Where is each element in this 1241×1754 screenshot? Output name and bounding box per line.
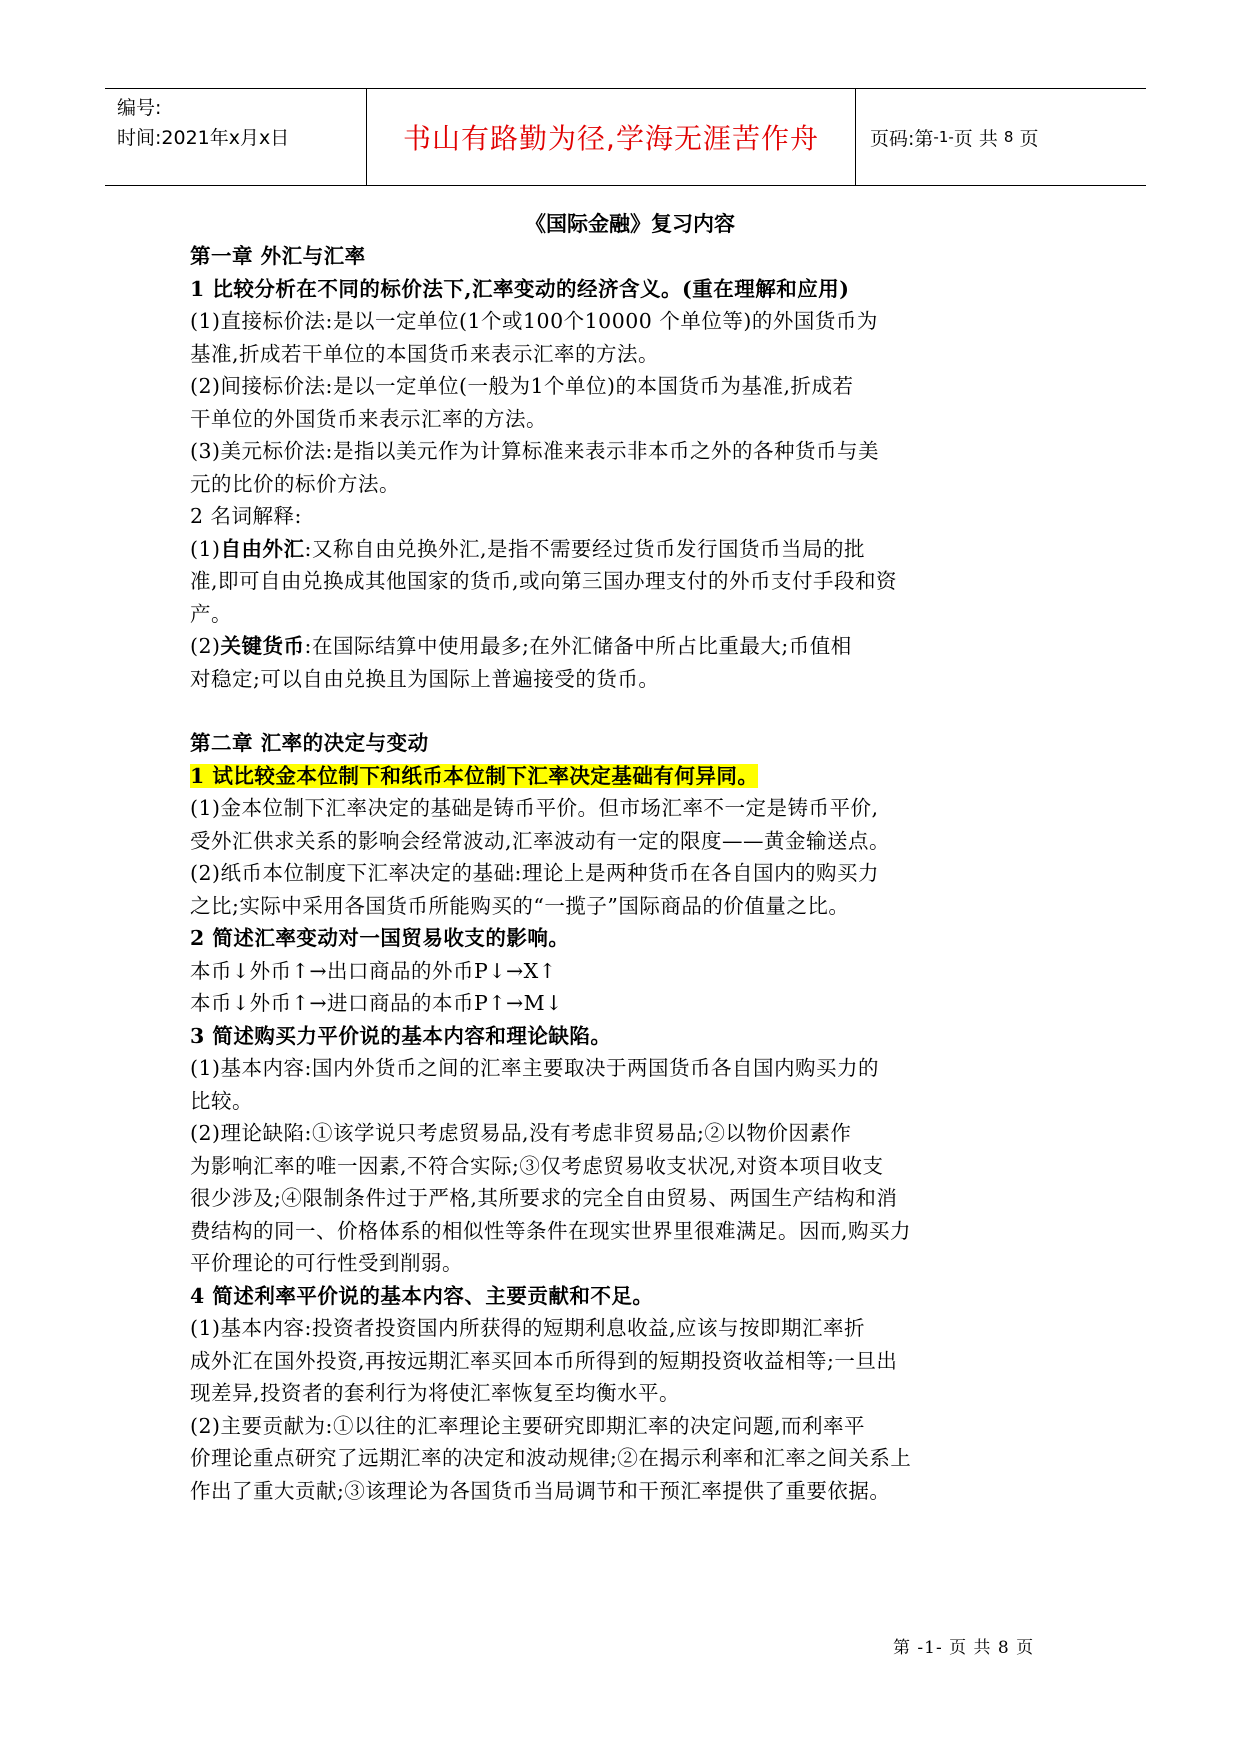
- line-text: 作出了重大贡献;③该理论为各国货币当局调节和干预汇率提供了重要依据。: [190, 1478, 891, 1503]
- line-text: 本币↓外币↑→出口商品的外币P↓→X↑: [190, 958, 557, 983]
- section-heading: [190, 727, 1070, 760]
- line-text: :在国际结算中使用最多;在外汇储备中所占比重最大;币值相: [304, 634, 852, 658]
- highlighted-text: [190, 764, 758, 788]
- section-heading: [190, 922, 1070, 955]
- section-heading: [190, 760, 1070, 793]
- text-line: [190, 987, 1070, 1020]
- page-suffix: 页: [1019, 127, 1039, 150]
- line-text: 费结构的同一、价格体系的相似性等条件在现实世界里很难满足。因而,购买力: [190, 1218, 912, 1243]
- text-line: [190, 500, 1070, 533]
- text-line: [190, 1475, 1070, 1508]
- text-line: [190, 1215, 1070, 1248]
- line-text: (1)直接标价法:是以一定单位(1个或100个10000 个单位等)的外国货币为: [190, 309, 878, 333]
- line-prefix: (2): [190, 634, 221, 658]
- line-text: 4 简述利率平价说的基本内容、主要贡献和不足。: [190, 1283, 654, 1308]
- header-page-info: [856, 89, 1146, 185]
- line-text: 为影响汇率的唯一因素,不符合实际;③仅考虑贸易收支状况,对资本项目收支: [190, 1153, 884, 1178]
- text-line: [190, 370, 1070, 403]
- text-line: [190, 403, 1070, 436]
- text-line: [190, 1117, 1070, 1150]
- line-text: 产。: [190, 601, 232, 626]
- doc-time-label: 时间:2021年x月x日: [117, 127, 290, 149]
- line-prefix: (1): [190, 536, 221, 561]
- text-line: [190, 792, 1070, 825]
- text-line: [190, 1345, 1070, 1378]
- term-name: 自由外汇: [220, 536, 305, 561]
- text-line: [190, 663, 1070, 696]
- text-line: [190, 825, 1070, 858]
- document-title: 《国际金融》复习内容: [525, 211, 735, 236]
- text-line: [190, 305, 1070, 338]
- term-name: 关键货币: [220, 634, 305, 658]
- line-text: (2)理论缺陷:①该学说只考虑贸易品,没有考虑非贸易品;②以物价因素作: [190, 1121, 852, 1145]
- section-heading: [190, 240, 1070, 273]
- text-line: [190, 1150, 1070, 1183]
- text-line: [190, 1442, 1070, 1475]
- page-total: 8: [1003, 128, 1014, 146]
- line-text: (3)美元标价法:是指以美元作为计算标准来表示非本币之外的各种货币与美: [190, 439, 879, 463]
- section-heading: [190, 273, 1070, 306]
- text-line: [190, 338, 1070, 371]
- text-line: [190, 857, 1070, 890]
- line-text: 基准,折成若干单位的本国货币来表示汇率的方法。: [190, 341, 660, 366]
- line-text: (2)纸币本位制度下汇率决定的基础:理论上是两种货币在各自国内的购买力: [190, 861, 879, 885]
- text-line: [190, 533, 1070, 566]
- line-text: 准,即可自由兑换成其他国家的货币,或向第三国办理支付的外币支付手段和资: [190, 569, 898, 593]
- document-body: [190, 208, 1070, 1507]
- header-meta: [105, 89, 367, 185]
- line-text: 干单位的外国货币来表示汇率的方法。: [190, 406, 547, 431]
- line-text: :又称自由兑换外汇,是指不需要经过货币发行国货币当局的批: [304, 536, 865, 561]
- text-line: [190, 565, 1070, 598]
- body-lines: [190, 240, 1070, 1507]
- line-text: 2 名词解释:: [190, 504, 302, 528]
- line-text: 现差异,投资者的套利行为将使汇率恢复至均衡水平。: [190, 1381, 681, 1405]
- text-line: [190, 1052, 1070, 1085]
- line-text: 3 简述购买力平价说的基本内容和理论缺陷。: [190, 1023, 612, 1048]
- line-text: 本币↓外币↑→进口商品的本币P↑→M↓: [190, 991, 563, 1015]
- line-text: 2 简述汇率变动对一国贸易收支的影响。: [190, 926, 570, 950]
- section-heading: [190, 1280, 1070, 1313]
- page-number: -1-: [933, 128, 954, 146]
- text-line: [190, 468, 1070, 501]
- line-text: 第一章 外汇与汇率: [190, 244, 366, 268]
- line-text: 元的比价的标价方法。: [190, 471, 400, 496]
- text-line: [190, 1410, 1070, 1443]
- page-mid: 页 共: [953, 127, 998, 150]
- line-text: 比较。: [190, 1088, 253, 1113]
- text-line: [190, 890, 1070, 923]
- header-motto: 书山有路勤为径,学海无涯苦作舟: [367, 89, 856, 185]
- text-line: [190, 1312, 1070, 1345]
- text-line: [190, 955, 1070, 988]
- text-line: [190, 598, 1070, 631]
- page-prefix: 页码:第: [870, 127, 934, 150]
- section-heading: [190, 1020, 1070, 1053]
- line-text: (1)基本内容:投资者投资国内所获得的短期利息收益,应该与按即期汇率折: [190, 1316, 865, 1340]
- line-text: (1)金本位制下汇率决定的基础是铸币平价。但市场汇率不一定是铸币平价,: [190, 796, 879, 820]
- line-text: (2)主要贡献为:①以往的汇率理论主要研究即期汇率的决定问题,而利率平: [190, 1413, 865, 1438]
- line-text: 第二章 汇率的决定与变动: [190, 731, 429, 755]
- line-text: 成外汇在国外投资,再按远期汇率买回本币所得到的短期投资收益相等;一旦出: [190, 1348, 898, 1373]
- text-line: [190, 1377, 1070, 1410]
- line-text: 很少涉及;④限制条件过于严格,其所要求的完全自由贸易、两国生产结构和消: [190, 1186, 898, 1210]
- line-text: 之比;实际中采用各国货币所能购买的“一揽子”国际商品的价值量之比。: [190, 893, 850, 918]
- line-text: 1 试比较金本位制下和纸币本位制下汇率决定基础有何异同。: [190, 763, 759, 788]
- line-text: 受外汇供求关系的影响会经常波动,汇率波动有一定的限度——黄金输送点。: [190, 828, 891, 853]
- text-line: [190, 1085, 1070, 1118]
- line-text: 1 比较分析在不同的标价法下,汇率变动的经济含义。(重在理解和应用): [190, 276, 850, 301]
- line-text: 平价理论的可行性受到削弱。: [190, 1251, 463, 1275]
- text-line: [190, 630, 1070, 663]
- text-line: [190, 1247, 1070, 1280]
- page-footer: 第 -1- 页 共 8 页: [893, 1638, 1035, 1658]
- blank-line: [190, 695, 1070, 727]
- page-header: [105, 88, 1146, 186]
- text-line: [190, 435, 1070, 468]
- line-text: (1)基本内容:国内外货币之间的汇率主要取决于两国货币各自国内购买力的: [190, 1056, 879, 1080]
- doc-number-label: 编号:: [117, 97, 162, 119]
- line-text: 价理论重点研究了远期汇率的决定和波动规律;②在揭示利率和汇率之间关系上: [190, 1446, 912, 1470]
- line-text: 对稳定;可以自由兑换且为国际上普遍接受的货币。: [190, 666, 660, 691]
- text-line: [190, 1182, 1070, 1215]
- line-text: (2)间接标价法:是以一定单位(一般为1个单位)的本国货币为基准,折成若: [190, 374, 854, 398]
